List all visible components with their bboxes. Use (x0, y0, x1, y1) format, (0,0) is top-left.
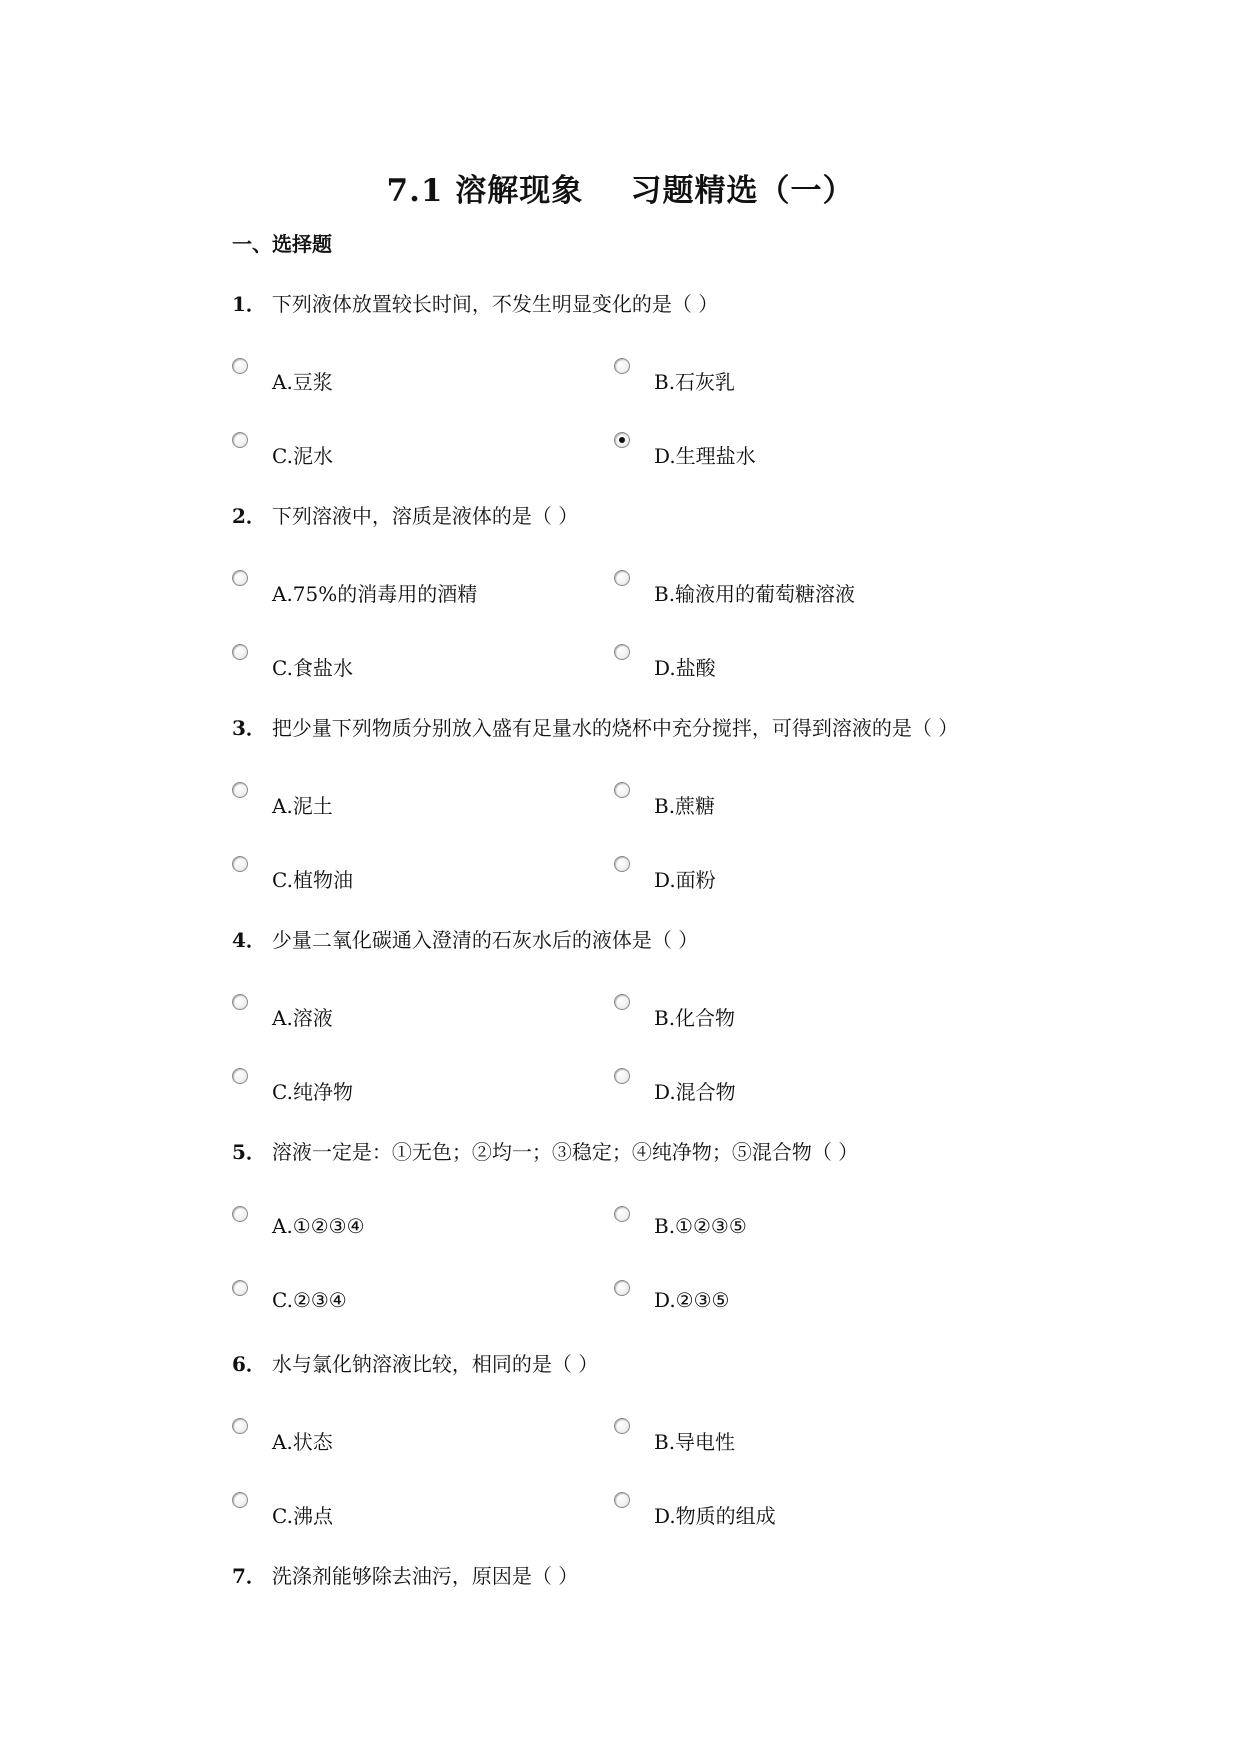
radio-button[interactable] (614, 1492, 630, 1508)
option-label: B.蔗糖 (654, 794, 716, 818)
radio-button[interactable] (614, 856, 630, 872)
question-number: 4． (232, 928, 266, 952)
radio-button[interactable] (614, 644, 630, 660)
radio-button[interactable] (614, 1206, 630, 1222)
question-text: 下列液体放置较长时间，不发生明显变化的是（ ） (271, 292, 719, 316)
question-text: 下列溶液中，溶质是液体的是（ ） (271, 504, 579, 528)
radio-button[interactable] (614, 994, 630, 1010)
question-number: 2． (232, 504, 266, 528)
radio-button[interactable] (614, 1068, 630, 1084)
radio-button[interactable] (614, 432, 630, 448)
radio-button[interactable] (614, 358, 630, 374)
radio-button[interactable] (232, 1280, 248, 1296)
option-label: B.导电性 (654, 1430, 736, 1454)
question-number: 5． (232, 1140, 266, 1164)
option-label: A.泥土 (272, 794, 333, 818)
question-1 (232, 288, 718, 317)
option-label: A.状态 (272, 1430, 333, 1454)
radio-button[interactable] (232, 1492, 248, 1508)
option-label: D.物质的组成 (654, 1504, 776, 1528)
radio-button[interactable] (232, 1418, 248, 1434)
option-label: B.输液用的葡萄糖溶液 (654, 582, 856, 606)
option-label: C.纯净物 (272, 1080, 353, 1104)
option-label: B.化合物 (654, 1006, 736, 1030)
question-text: 少量二氧化碳通入澄清的石灰水后的液体是（ ） (271, 928, 699, 952)
radio-button[interactable] (614, 570, 630, 586)
radio-button[interactable] (614, 782, 630, 798)
question-2 (232, 500, 578, 529)
radio-button[interactable] (232, 358, 248, 374)
question-text: 水与氯化钠溶液比较，相同的是（ ） (271, 1352, 599, 1376)
question-number: 3． (232, 716, 266, 740)
radio-button[interactable] (232, 782, 248, 798)
option-label: C.②③④ (272, 1288, 347, 1312)
radio-button[interactable] (232, 432, 248, 448)
question-3 (232, 712, 958, 741)
question-5 (232, 1136, 858, 1165)
question-6 (232, 1348, 598, 1377)
option-label: B.①②③⑤ (654, 1214, 747, 1238)
option-label: A.溶液 (272, 1006, 333, 1030)
radio-button[interactable] (232, 856, 248, 872)
option-label: C.植物油 (272, 868, 353, 892)
option-label: A.75%的消毒用的酒精 (272, 582, 478, 606)
option-label: C.泥水 (272, 444, 333, 468)
question-text: 洗涤剂能够除去油污，原因是（ ） (271, 1564, 579, 1588)
radio-button[interactable] (614, 1280, 630, 1296)
radio-button[interactable] (232, 570, 248, 586)
radio-button[interactable] (232, 1068, 248, 1084)
question-number: 6． (232, 1352, 266, 1376)
option-label: B.石灰乳 (654, 370, 736, 394)
section-heading: 一、选择题 (232, 232, 332, 256)
question-7 (232, 1560, 578, 1589)
question-number: 7． (232, 1564, 266, 1588)
option-label: D.生理盐水 (654, 444, 756, 468)
option-label: A.豆浆 (272, 370, 333, 394)
option-label: A.①②③④ (272, 1214, 365, 1238)
question-4 (232, 924, 698, 953)
option-label: C.食盐水 (272, 656, 353, 680)
option-label: D.混合物 (654, 1080, 736, 1104)
option-label: D.面粉 (654, 868, 716, 892)
option-label: D.②③⑤ (654, 1288, 730, 1312)
question-text: 溶液一定是：①无色；②均一；③稳定；④纯净物；⑤混合物（ ） (271, 1140, 859, 1164)
option-label: C.沸点 (272, 1504, 333, 1528)
option-label: D.盐酸 (654, 656, 716, 680)
question-text: 把少量下列物质分别放入盛有足量水的烧杯中充分搅拌，可得到溶液的是（ ） (271, 716, 959, 740)
page-title: 7.1 溶解现象 习题精选（一） (386, 173, 855, 209)
radio-button[interactable] (232, 1206, 248, 1222)
radio-button[interactable] (232, 994, 248, 1010)
radio-button[interactable] (232, 644, 248, 660)
question-number: 1． (232, 292, 266, 316)
radio-button[interactable] (614, 1418, 630, 1434)
